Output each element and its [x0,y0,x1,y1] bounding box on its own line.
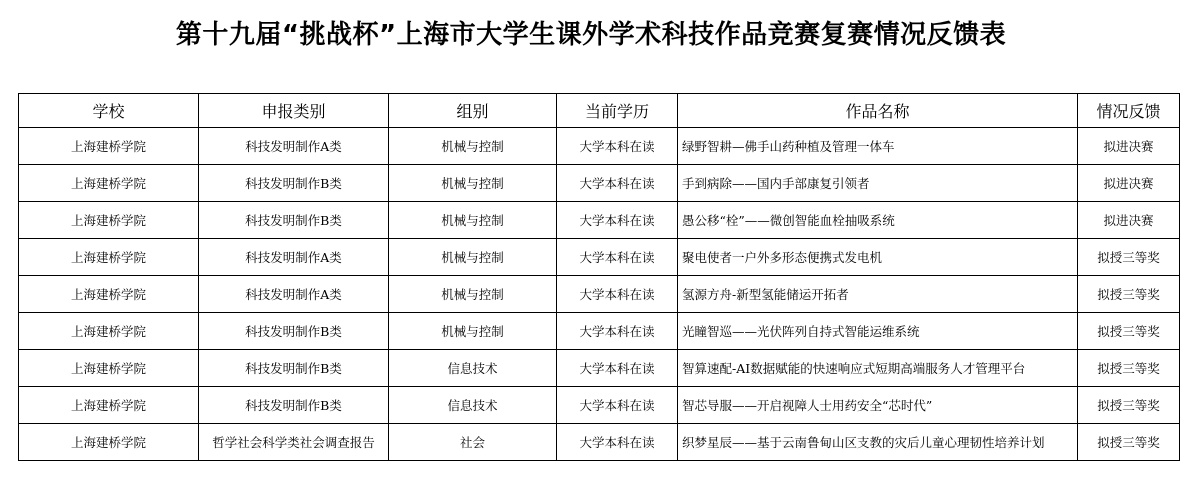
cell-education: 大学本科在读 [557,128,678,165]
cell-group: 机械与控制 [389,128,557,165]
cell-education: 大学本科在读 [557,165,678,202]
cell-education: 大学本科在读 [557,350,678,387]
cell-group: 机械与控制 [389,313,557,350]
cell-group: 机械与控制 [389,239,557,276]
cell-category: 科技发明制作A类 [199,276,389,313]
cell-feedback: 拟授三等奖 [1078,276,1180,313]
cell-feedback: 拟授三等奖 [1078,313,1180,350]
cell-school: 上海建桥学院 [19,165,199,202]
table-row [19,387,1180,424]
table-row [19,202,1180,239]
cell-school: 上海建桥学院 [19,387,199,424]
table-row [19,128,1180,165]
cell-feedback: 拟授三等奖 [1078,239,1180,276]
cell-group: 机械与控制 [389,202,557,239]
cell-group: 信息技术 [389,350,557,387]
header-education: 当前学历 [557,94,678,128]
cell-school: 上海建桥学院 [19,276,199,313]
cell-feedback: 拟进决赛 [1078,128,1180,165]
cell-category: 科技发明制作B类 [199,313,389,350]
header-work-name: 作品名称 [678,94,1078,128]
page-title: 第十九届“挑战杯”上海市大学生课外学术科技作品竞赛复赛情况反馈表 [175,20,1007,50]
cell-category: 科技发明制作A类 [199,239,389,276]
header-school: 学校 [19,94,199,128]
header-category: 申报类别 [199,94,389,128]
cell-education: 大学本科在读 [557,276,678,313]
cell-school: 上海建桥学院 [19,239,199,276]
cell-work-name: 愚公移“栓”——微创智能血栓抽吸系统 [678,202,1078,239]
cell-work-name: 智芯导服——开启视障人士用药安全“芯时代” [678,387,1078,424]
cell-feedback: 拟授三等奖 [1078,387,1180,424]
cell-school: 上海建桥学院 [19,350,199,387]
table-row [19,424,1180,461]
feedback-table [18,93,1180,461]
cell-category: 科技发明制作A类 [199,128,389,165]
cell-work-name: 聚电使者一户外多形态便携式发电机 [678,239,1078,276]
cell-school: 上海建桥学院 [19,202,199,239]
cell-education: 大学本科在读 [557,239,678,276]
table-header-row [19,94,1180,128]
table-row [19,276,1180,313]
cell-group: 机械与控制 [389,276,557,313]
cell-school: 上海建桥学院 [19,128,199,165]
cell-school: 上海建桥学院 [19,313,199,350]
cell-feedback: 拟授三等奖 [1078,350,1180,387]
cell-category: 科技发明制作B类 [199,165,389,202]
cell-feedback: 拟进决赛 [1078,165,1180,202]
cell-category: 科技发明制作B类 [199,350,389,387]
cell-category: 科技发明制作B类 [199,202,389,239]
cell-education: 大学本科在读 [557,202,678,239]
header-feedback: 情况反馈 [1078,94,1180,128]
table-row [19,350,1180,387]
cell-feedback: 拟进决赛 [1078,202,1180,239]
cell-work-name: 织梦星辰——基于云南鲁甸山区支教的灾后儿童心理韧性培养计划 [678,424,1078,461]
cell-work-name: 智算速配-AI数据赋能的快速响应式短期高端服务人才管理平台 [678,350,1078,387]
cell-work-name: 光瞳智巡——光伏阵列自持式智能运维系统 [678,313,1078,350]
cell-work-name: 氢源方舟-新型氢能储运开拓者 [678,276,1078,313]
table-row [19,165,1180,202]
cell-category: 科技发明制作B类 [199,387,389,424]
cell-education: 大学本科在读 [557,424,678,461]
cell-group: 信息技术 [389,387,557,424]
cell-group: 机械与控制 [389,165,557,202]
cell-work-name: 手到病除——国内手部康复引领者 [678,165,1078,202]
table-body [19,128,1180,461]
table-row [19,239,1180,276]
header-group: 组别 [389,94,557,128]
cell-category: 哲学社会科学类社会调查报告 [199,424,389,461]
cell-school: 上海建桥学院 [19,424,199,461]
cell-feedback: 拟授三等奖 [1078,424,1180,461]
cell-education: 大学本科在读 [557,313,678,350]
cell-work-name: 绿野智耕—佛手山药种植及管理一体车 [678,128,1078,165]
table-row [19,313,1180,350]
cell-group: 社会 [389,424,557,461]
cell-education: 大学本科在读 [557,387,678,424]
